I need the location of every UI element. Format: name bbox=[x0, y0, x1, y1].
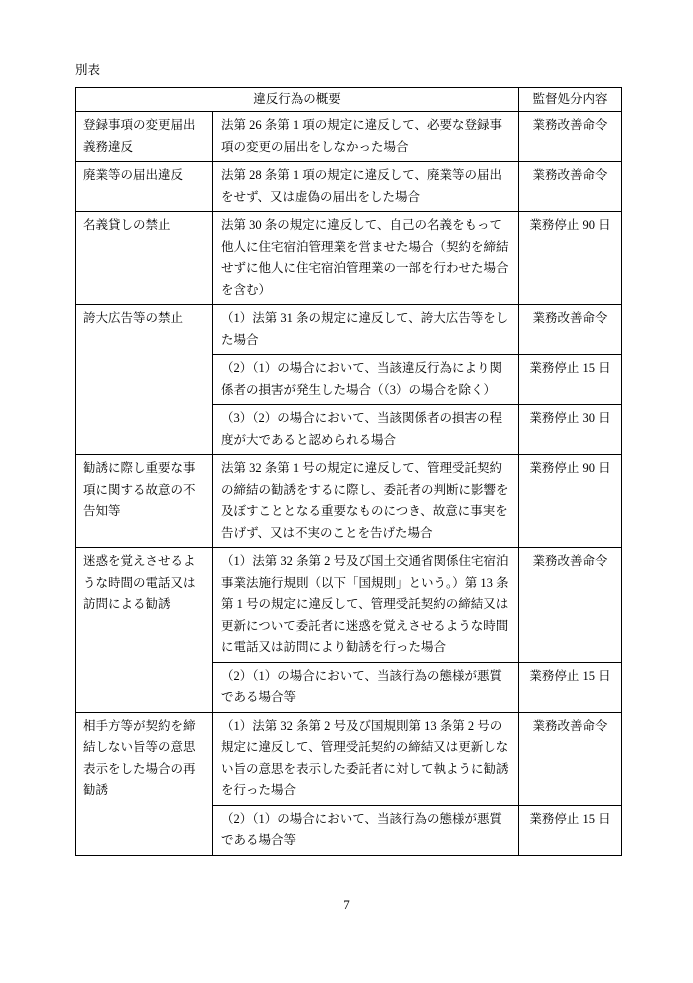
table-header-row bbox=[76, 87, 622, 112]
measure-cell: 業務改善命令 bbox=[519, 548, 622, 663]
description-cell: （2）（1）の場合において、当該行為の態様が悪質である場合等 bbox=[213, 805, 519, 855]
description-cell: （1）法第 32 条第 2 号及び国規則第 13 条第 2 号の規定に違反して、管理受託契約の締結又は更新しない旨の意思を表示した委託者に対して執ように勧誘を行った場合 bbox=[213, 712, 519, 805]
violation-table bbox=[75, 87, 622, 856]
header-violation-overview: 違反行為の概要 bbox=[76, 87, 519, 112]
description-cell: （1）法第 31 条の規定に違反して、誇大広告等をした場合 bbox=[213, 305, 519, 355]
category-cell: 登録事項の変更届出義務違反 bbox=[76, 112, 213, 162]
table-row bbox=[76, 212, 622, 305]
description-cell: （3）（2）の場合において、当該関係者の損害の程度が大であると認められる場合 bbox=[213, 405, 519, 455]
measure-cell: 業務停止 15 日 bbox=[519, 805, 622, 855]
page-number: 7 bbox=[343, 897, 350, 912]
category-cell: 名義貸しの禁止 bbox=[76, 212, 213, 305]
measure-cell: 業務改善命令 bbox=[519, 712, 622, 805]
category-cell: 廃業等の届出違反 bbox=[76, 162, 213, 212]
table-row bbox=[76, 305, 622, 355]
measure-cell: 業務改善命令 bbox=[519, 162, 622, 212]
description-cell: （1）法第 32 条第 2 号及び国土交通省関係住宅宿泊事業法施行規則（以下「国規則」という。）第 13 条第 1 号の規定に違反して、管理受託契約の締結又は更新について委託者に迷惑を覚えさせるような時間に電話又は訪問により勧誘を行った場合 bbox=[213, 548, 519, 663]
measure-cell: 業務改善命令 bbox=[519, 112, 622, 162]
description-cell: （2）（1）の場合において、当該行為の態様が悪質である場合等 bbox=[213, 662, 519, 712]
table-row bbox=[76, 712, 622, 805]
measure-cell: 業務停止 30 日 bbox=[519, 405, 622, 455]
document-content bbox=[75, 62, 621, 856]
category-cell: 勧誘に際し重要な事項に関する故意の不告知等 bbox=[76, 455, 213, 548]
description-cell: 法第 32 条第 1 号の規定に違反して、管理受託契約の締結の勧誘をするに際し、委託者の判断に影響を及ぼすこととなる重要なものにつき、故意に事実を告げず、又は不実のことを告げた場合 bbox=[213, 455, 519, 548]
description-cell: 法第 26 条第 1 項の規定に違反して、必要な登録事項の変更の届出をしなかった場合 bbox=[213, 112, 519, 162]
category-cell: 誇大広告等の禁止 bbox=[76, 305, 213, 455]
measure-cell: 業務停止 90 日 bbox=[519, 212, 622, 305]
description-cell: 法第 28 条第 1 項の規定に違反して、廃業等の届出をせず、又は虚偽の届出をした場合 bbox=[213, 162, 519, 212]
category-cell: 相手方等が契約を締結しない旨等の意思表示をした場合の再勧誘 bbox=[76, 712, 213, 855]
table-row bbox=[76, 162, 622, 212]
table-row bbox=[76, 455, 622, 548]
table-row bbox=[76, 112, 622, 162]
measure-cell: 業務停止 15 日 bbox=[519, 355, 622, 405]
header-supervisory-measure: 監督処分内容 bbox=[519, 87, 622, 112]
table-row bbox=[76, 548, 622, 663]
table-label: 別表 bbox=[75, 63, 101, 77]
description-cell: （2）（1）の場合において、当該違反行為により関係者の損害が発生した場合（（3）の場合を除く） bbox=[213, 355, 519, 405]
measure-cell: 業務停止 15 日 bbox=[519, 662, 622, 712]
measure-cell: 業務改善命令 bbox=[519, 305, 622, 355]
category-cell: 迷惑を覚えさせるような時間の電話又は訪問による勧誘 bbox=[76, 548, 213, 713]
measure-cell: 業務停止 90 日 bbox=[519, 455, 622, 548]
description-cell: 法第 30 条の規定に違反して、自己の名義をもって他人に住宅宿泊管理業を営ませた場合（契約を締結せずに他人に住宅宿泊管理業の一部を行わせた場合を含む） bbox=[213, 212, 519, 305]
